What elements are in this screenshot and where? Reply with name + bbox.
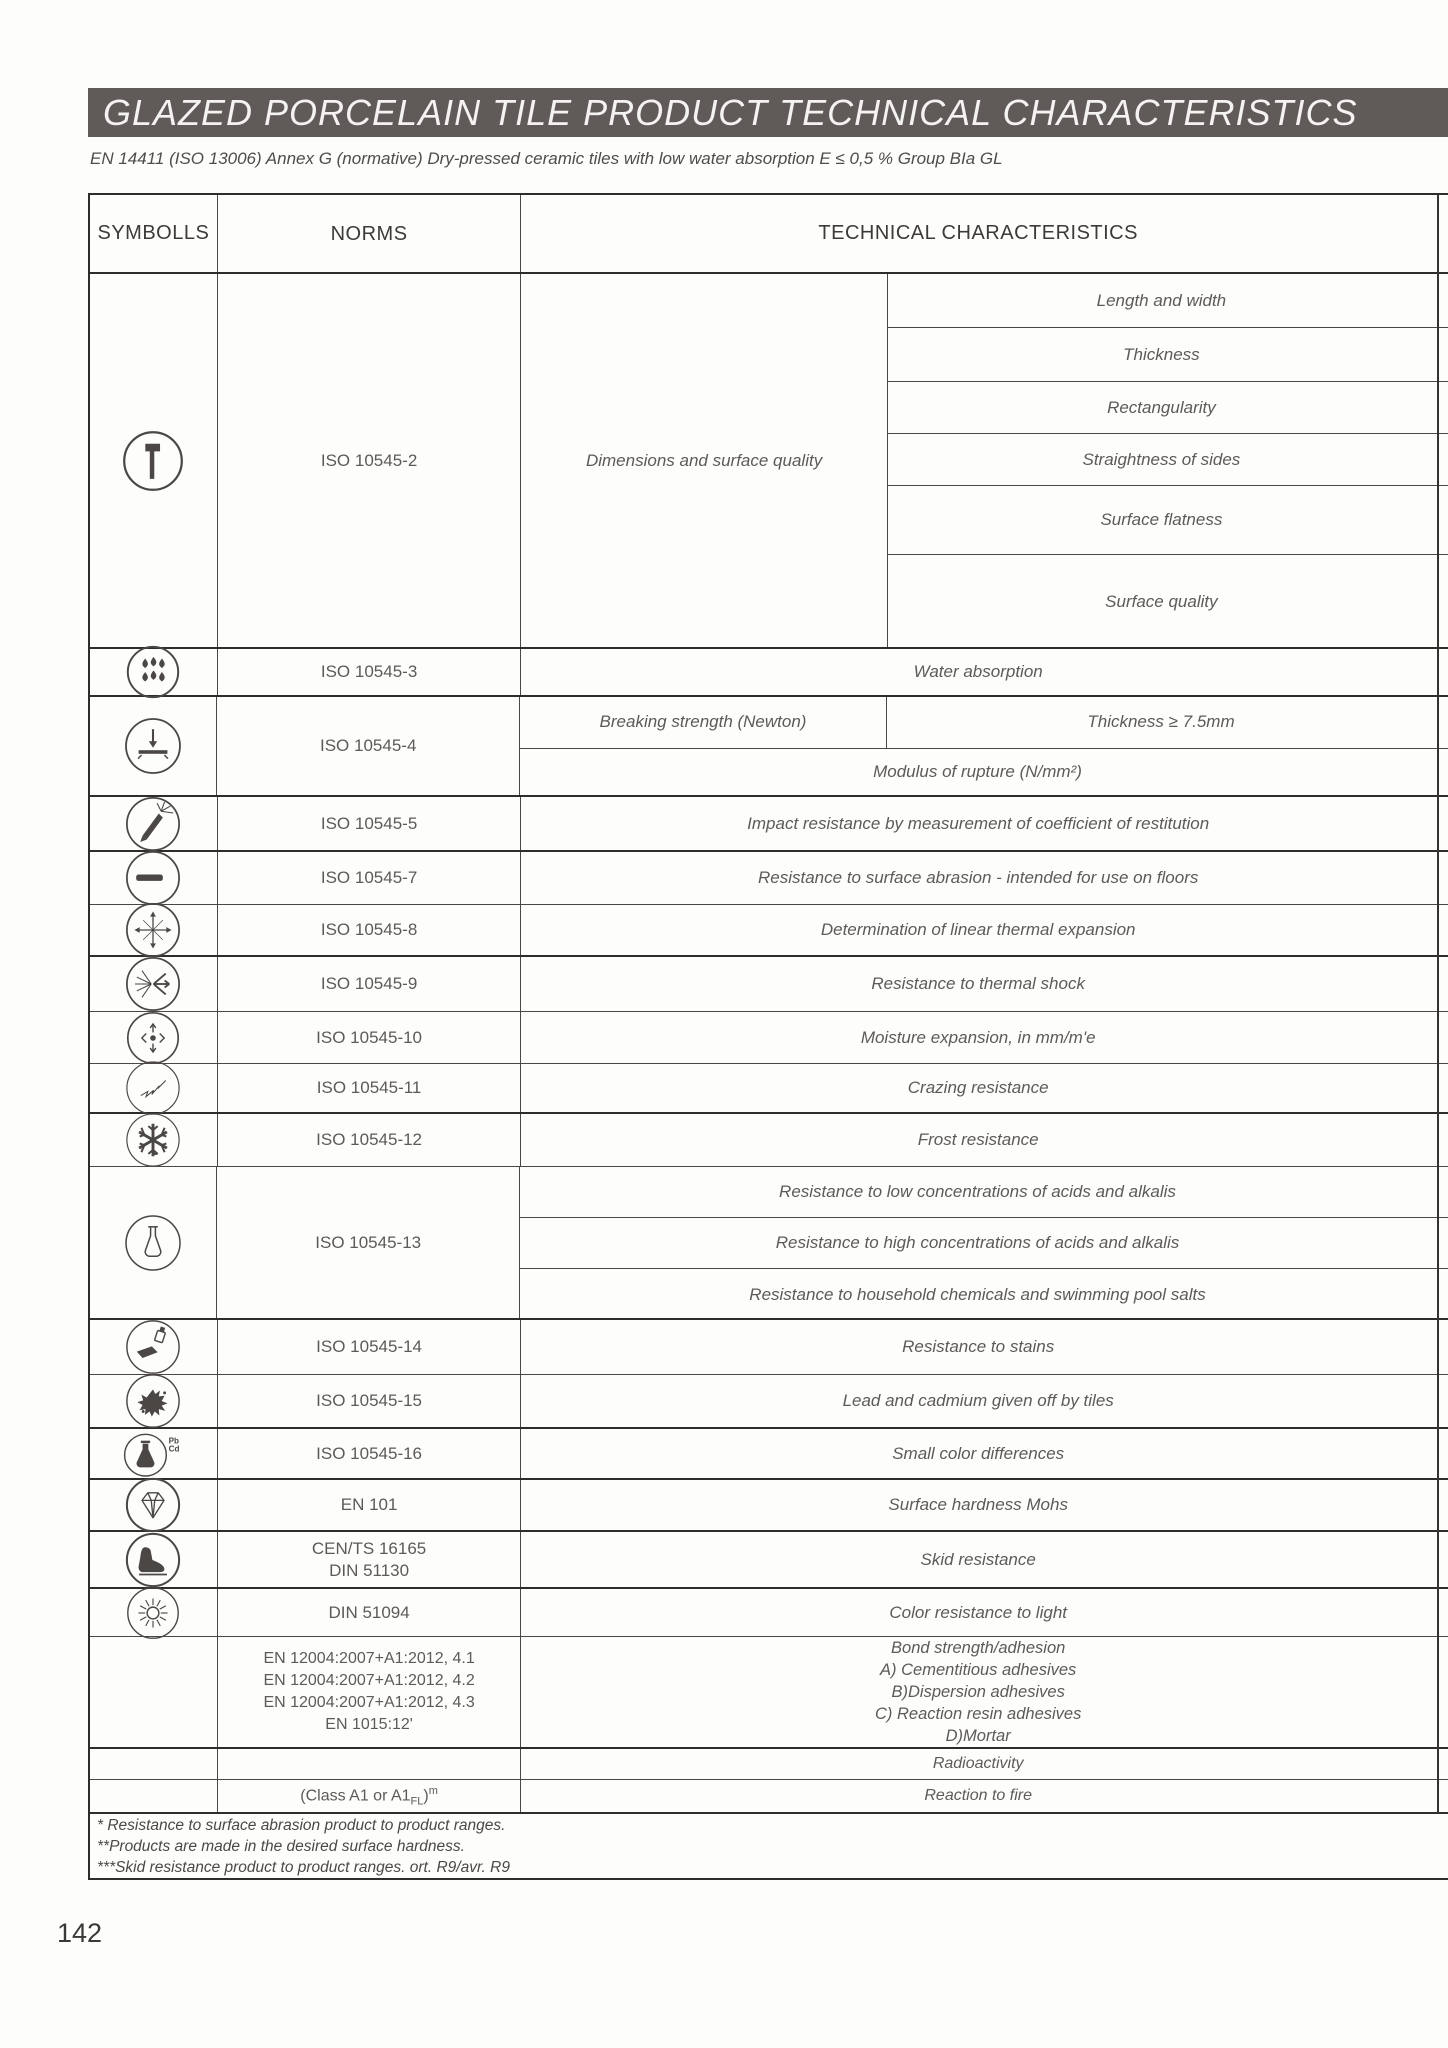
stain-sponge-icon — [124, 1318, 182, 1376]
skid-norms — [218, 1532, 522, 1587]
dimensions-norm: ISO 10545-2 — [218, 274, 522, 647]
norm-subtitle: EN 14411 (ISO 13006) Annex G (normative) Dry-pressed ceramic tiles with low water absorption E ≤ 0,5 % Group BIa GL — [90, 149, 1003, 168]
abrasion-label: Resistance to surface abrasion - intended for use on floors — [758, 868, 1199, 887]
technical-characteristics-table — [88, 193, 1448, 1880]
svg-text:Pb: Pb — [169, 1436, 180, 1446]
light-norm: DIN 51094 — [218, 1589, 522, 1636]
row-bond-strength — [90, 1637, 1448, 1749]
crazing-label: Crazing resistance — [907, 1078, 1049, 1097]
moisture-expansion-icon — [125, 1010, 181, 1066]
water-norm: ISO 10545-3 — [218, 649, 522, 695]
impact-pencil-icon — [124, 795, 182, 853]
bond-label-line-4: C) Reaction resin adhesives — [875, 1705, 1082, 1723]
subrow-low-acids: Resistance to low concentrations of acids and alkalis — [520, 1167, 1448, 1218]
modulus-label: Modulus of rupture (N/mm²) — [873, 761, 1082, 781]
right-column-divider — [1437, 195, 1439, 1814]
row-light-resistance — [90, 1589, 1448, 1637]
bond-label-line-3: B)Dispersion adhesives — [891, 1683, 1065, 1701]
row-thermal-expansion — [90, 905, 1448, 957]
crazing-norm: ISO 10545-11 — [218, 1064, 522, 1112]
bond-labels — [521, 1637, 1448, 1747]
subrow-thickness: Thickness — [888, 328, 1448, 382]
color-differences-symbol-cell — [90, 1429, 218, 1478]
row-water-absorption — [90, 649, 1448, 697]
norms-header: NORMS — [218, 195, 522, 272]
water-symbol-cell — [90, 649, 218, 695]
light-label: Color resistance to light — [889, 1602, 1067, 1622]
thermal-shock-norm: ISO 10545-9 — [218, 957, 522, 1011]
water-drops-icon — [125, 644, 181, 700]
bond-symbol-cell — [90, 1637, 218, 1747]
breaking-right-label: Thickness ≥ 7.5mm — [1087, 712, 1235, 732]
page-title: GLAZED PORCELAIN TILE PRODUCT TECHNICAL CHARACTERISTICS — [103, 91, 1358, 133]
subrow-high-acids: Resistance to high concentrations of acids and alkalis — [520, 1218, 1448, 1269]
lead-cadmium-norm: ISO 10545-15 — [218, 1375, 522, 1427]
frost-norm: ISO 10545-12 — [218, 1114, 522, 1166]
thermal-expansion-icon — [124, 901, 182, 959]
row-reaction-fire — [90, 1780, 1448, 1814]
sun-icon — [125, 1585, 181, 1641]
svg-text:Cd: Cd — [169, 1444, 180, 1454]
row-radioactivity — [90, 1749, 1448, 1780]
crazing-crack-icon — [124, 1059, 182, 1117]
bond-label-line-1: Bond strength/adhesion — [891, 1639, 1066, 1657]
title-banner — [88, 88, 1448, 137]
subrow-length-width: Length and width — [888, 274, 1448, 328]
bond-norm-line-3: EN 12004:2007+A1:2012, 4.3 — [263, 1694, 475, 1711]
bond-norm-line-2: EN 12004:2007+A1:2012, 4.2 — [263, 1672, 475, 1689]
color-difference-flask-icon — [120, 1425, 186, 1483]
chemical-subrows — [520, 1167, 1448, 1318]
bond-norm-line-1: EN 12004:2007+A1:2012, 4.1 — [263, 1650, 475, 1667]
subrow-surface-flatness: Surface flatness — [888, 486, 1448, 555]
subrow-household-chemicals: Resistance to household chemicals and swimming pool salts — [749, 1284, 1206, 1304]
row-skid — [90, 1532, 1448, 1589]
fire-symbol-cell — [90, 1780, 218, 1812]
thermal-expansion-label: Determination of linear thermal expansion — [820, 920, 1136, 939]
caliper-icon — [121, 429, 185, 493]
row-frost — [90, 1114, 1448, 1167]
subrow-rectangularity: Rectangularity — [888, 382, 1448, 434]
row-impact — [90, 797, 1448, 852]
footnote-3: ***Skid resistance product to product ranges. ort. R9/avr. R9 — [97, 1858, 510, 1876]
skid-symbol-cell — [90, 1532, 218, 1587]
color-differences-norm: ISO 10545-16 — [218, 1429, 522, 1478]
breaking-symbol-cell — [90, 697, 217, 795]
breaking-norm: ISO 10545-4 — [217, 697, 520, 795]
fire-norm-text: (Class A1 or $A1_{FL})^m$ — [300, 1784, 438, 1808]
breaking-top-row — [520, 697, 1448, 749]
moisture-symbol-cell — [90, 1012, 218, 1063]
table-header-row — [90, 195, 1448, 274]
thermal-expansion-symbol-cell — [90, 905, 218, 955]
skid-shoe-icon — [124, 1531, 182, 1589]
impact-label: Impact resistance by measurement of coefficient of restitution — [747, 813, 1210, 833]
page-number: 142 — [57, 1918, 103, 1948]
moisture-norm: ISO 10545-10 — [218, 1012, 522, 1063]
thermal-expansion-norm: ISO 10545-8 — [218, 905, 522, 955]
breaking-left-label: Breaking strength (Newton) — [520, 697, 887, 748]
skid-norm-line-2: DIN 51130 — [329, 1560, 410, 1580]
moisture-label: Moisture expansion, in mm/m'e — [860, 1027, 1096, 1047]
footnotes-box — [90, 1814, 1448, 1880]
bond-label-line-5: D)Mortar — [945, 1727, 1011, 1745]
subrow-surface-quality: Surface quality — [1105, 592, 1218, 611]
radioactivity-symbol-cell — [90, 1749, 218, 1779]
fire-label: Reaction to fire — [924, 1787, 1032, 1804]
row-abrasion — [90, 852, 1448, 905]
lead-cadmium-splat-icon — [124, 1372, 182, 1430]
stains-symbol-cell — [90, 1320, 218, 1374]
row-lead-cadmium — [90, 1375, 1448, 1429]
stains-label: Resistance to stains — [902, 1337, 1055, 1356]
stains-norm: ISO 10545-14 — [218, 1320, 522, 1374]
hardness-norm: EN 101 — [218, 1480, 522, 1530]
lead-cadmium-label: Lead and cadmium given off by tiles — [842, 1391, 1114, 1410]
row-color-differences — [90, 1429, 1448, 1480]
diamond-icon — [124, 1476, 182, 1534]
row-hardness — [90, 1480, 1448, 1532]
characteristics-header: TECHNICAL CHARACTERISTICS — [818, 222, 1138, 244]
radioactivity-label: Radioactivity — [932, 1755, 1024, 1772]
crazing-symbol-cell — [90, 1064, 218, 1112]
bond-norms — [218, 1637, 522, 1747]
footnote-1: * Resistance to surface abrasion product to product ranges. — [97, 1816, 506, 1834]
subrow-straightness: Straightness of sides — [888, 434, 1448, 486]
fire-norm — [218, 1780, 522, 1812]
row-dimensions — [90, 274, 1448, 649]
light-symbol-cell — [90, 1589, 218, 1636]
frost-symbol-cell — [90, 1114, 218, 1166]
chemical-symbol-cell — [90, 1167, 217, 1318]
skid-norm-line-1: CEN/TS 16165 — [311, 1538, 427, 1558]
radioactivity-norm-empty — [218, 1749, 522, 1779]
bond-norm-line-4: EN 1015:12' — [325, 1716, 413, 1733]
thermal-shock-icon — [124, 955, 182, 1013]
dimensions-symbol-cell — [90, 274, 218, 647]
dimensions-subrows — [888, 274, 1448, 647]
skid-label: Skid resistance — [920, 1549, 1036, 1569]
water-label: Water absorption — [913, 662, 1043, 681]
row-thermal-shock — [90, 957, 1448, 1012]
row-stains — [90, 1320, 1448, 1375]
abrasion-norm: ISO 10545-7 — [218, 852, 522, 904]
breaking-strength-icon — [123, 716, 183, 776]
footnote-2: **Products are made in the desired surface hardness. — [97, 1837, 465, 1855]
bond-label-line-2: A) Cementitious adhesives — [880, 1661, 1077, 1679]
color-differences-label: Small color differences — [892, 1443, 1065, 1463]
chemical-norm: ISO 10545-13 — [217, 1167, 520, 1318]
impact-symbol-cell — [90, 797, 218, 850]
frost-snowflake-icon — [124, 1111, 182, 1169]
thermal-shock-label: Resistance to thermal shock — [871, 974, 1085, 993]
row-chemical — [90, 1167, 1448, 1320]
symbols-header: SYMBOLLS — [90, 195, 218, 272]
row-crazing — [90, 1064, 1448, 1114]
impact-norm: ISO 10545-5 — [218, 797, 522, 850]
thermal-shock-symbol-cell — [90, 957, 218, 1011]
abrasion-symbol-cell — [90, 852, 218, 904]
lead-cadmium-symbol-cell — [90, 1375, 218, 1427]
row-breaking-strength — [90, 697, 1448, 797]
hardness-symbol-cell — [90, 1480, 218, 1530]
breaking-subgrid — [520, 697, 1448, 795]
chemical-flask-icon — [123, 1213, 183, 1273]
dimensions-label: Dimensions and surface quality — [521, 274, 887, 647]
abrasion-bar-icon — [124, 849, 182, 907]
frost-label: Frost resistance — [917, 1130, 1039, 1149]
hardness-label: Surface hardness Mohs — [888, 1495, 1068, 1514]
row-moisture-expansion — [90, 1012, 1448, 1064]
